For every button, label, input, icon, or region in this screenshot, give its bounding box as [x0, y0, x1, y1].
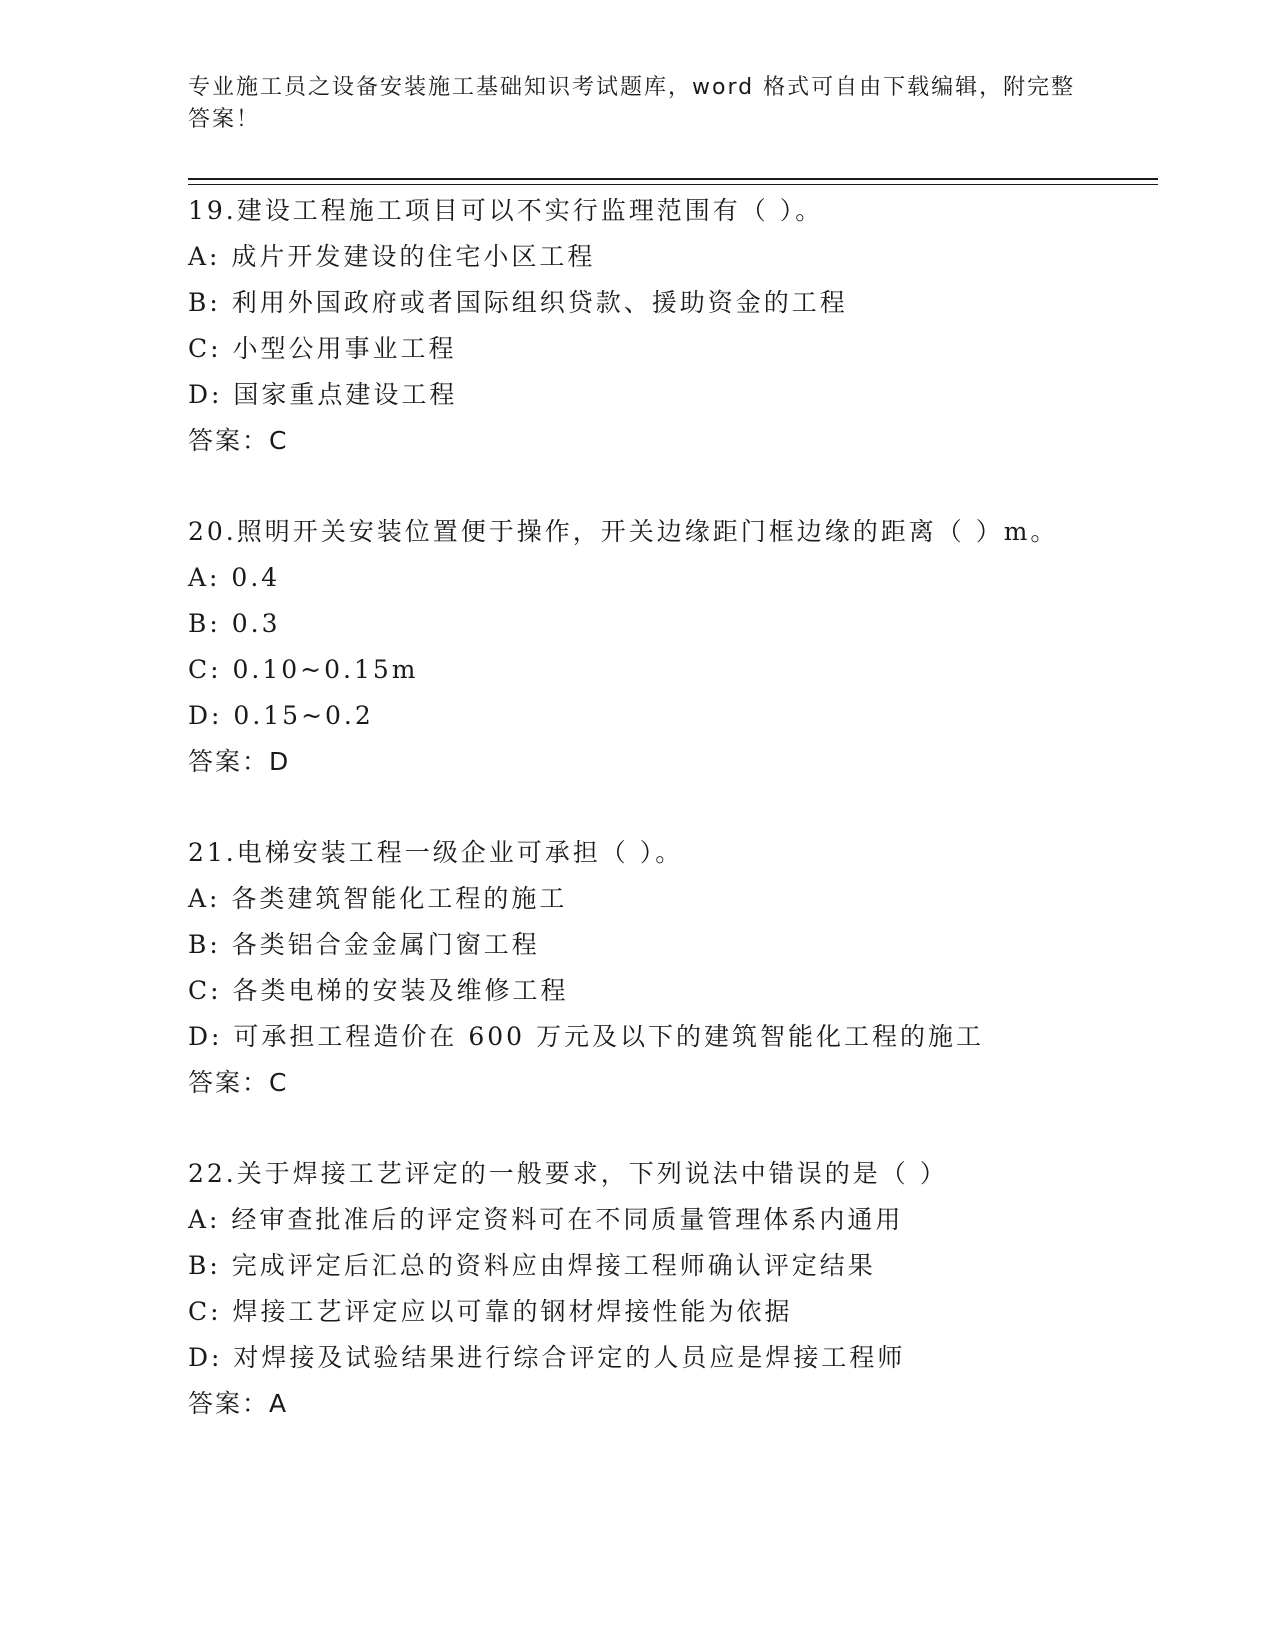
option-c: C: 小型公用事业工程	[188, 334, 457, 363]
option-b: B: 0.3	[188, 609, 281, 638]
question-stem: 20.照明开关安装位置便于操作，开关边缘距门框边缘的距离（ ）m。	[188, 517, 1059, 546]
option-b: B: 利用外国政府或者国际组织贷款、援助资金的工程	[188, 288, 848, 317]
question-20	[188, 509, 1148, 785]
answer: 答案：D	[188, 747, 291, 776]
option-b: B: 完成评定后汇总的资料应由焊接工程师确认评定结果	[188, 1251, 876, 1280]
question-stem: 21.电梯安装工程一级企业可承担（ ）。	[188, 838, 684, 867]
option-b: B: 各类铝合金金属门窗工程	[188, 930, 540, 959]
option-c: C: 焊接工艺评定应以可靠的钢材焊接性能为依据	[188, 1297, 793, 1326]
question-21	[188, 830, 1148, 1106]
question-list	[188, 188, 1148, 1472]
option-a: A: 经审查批准后的评定资料可在不同质量管理体系内通用	[188, 1205, 904, 1234]
option-d: D: 可承担工程造价在 600 万元及以下的建筑智能化工程的施工	[188, 1022, 985, 1051]
answer: 答案：C	[188, 1068, 289, 1097]
question-stem: 19.建设工程施工项目可以不实行监理范围有（ ）。	[188, 196, 824, 225]
option-d: D: 对焊接及试验结果进行综合评定的人员应是焊接工程师	[188, 1343, 906, 1372]
answer: 答案：C	[188, 426, 289, 455]
option-d: D: 国家重点建设工程	[188, 380, 458, 409]
answer: 答案：A	[188, 1389, 289, 1418]
header-divider-thick	[188, 178, 1158, 180]
option-a: A: 成片开发建设的住宅小区工程	[188, 242, 596, 271]
header-divider-thin	[188, 184, 1158, 185]
option-c: C: 各类电梯的安装及维修工程	[188, 976, 569, 1005]
question-22	[188, 1151, 1148, 1427]
question-19	[188, 188, 1148, 464]
option-d: D: 0.15~0.2	[188, 701, 374, 730]
document-header: 专业施工员之设备安装施工基础知识考试题库，word 格式可自由下载编辑，附完整答案！	[188, 75, 1076, 132]
question-stem: 22.关于焊接工艺评定的一般要求，下列说法中错误的是（ ）	[188, 1159, 948, 1188]
option-a: A: 各类建筑智能化工程的施工	[188, 884, 568, 913]
option-a: A: 0.4	[188, 563, 281, 592]
option-c: C: 0.10~0.15m	[188, 655, 419, 684]
